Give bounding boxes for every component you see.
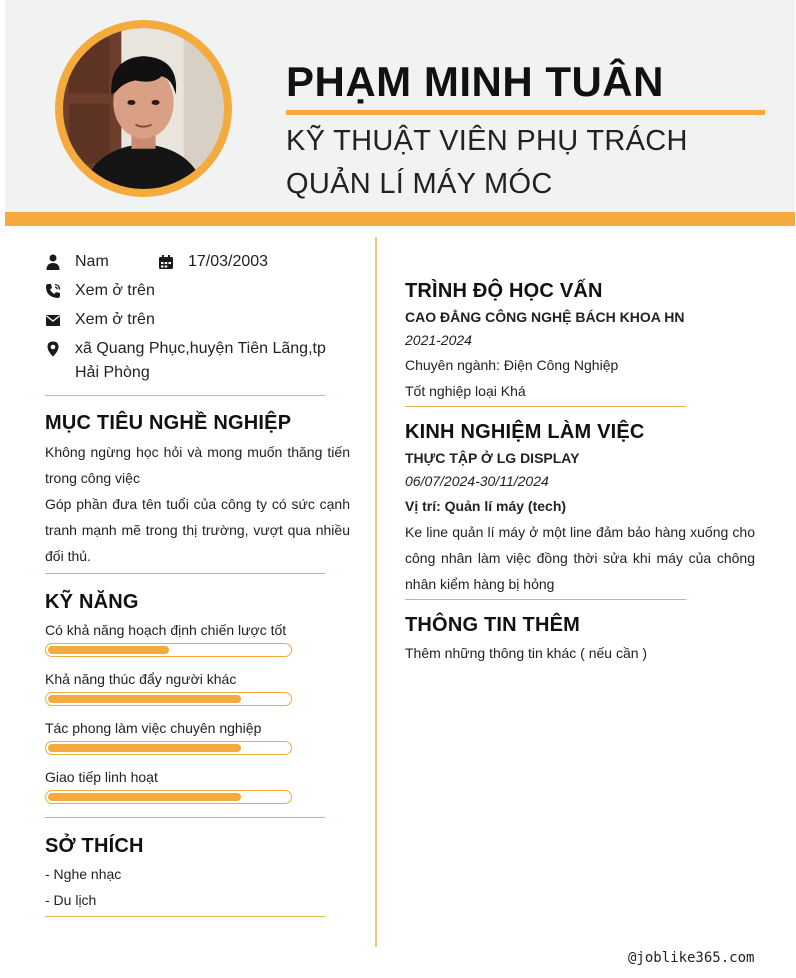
skill-progress-fill: [48, 793, 241, 801]
extra-info-text: Thêm những thông tin khác ( nếu cần ): [405, 645, 648, 661]
education-grade: Tốt nghiệp loại Khá: [405, 383, 526, 399]
gender-row: [45, 250, 109, 274]
person-icon: [45, 250, 75, 274]
hobby-item: - Du lịch: [45, 892, 97, 908]
skills-title: KỸ NĂNG: [45, 591, 139, 613]
calendar-icon: [158, 250, 188, 274]
education-title: TRÌNH ĐỘ HỌC VẤN: [405, 280, 603, 302]
gender-value: Nam: [75, 253, 109, 270]
phone-icon: [45, 279, 75, 303]
birthday-value: 17/03/2003: [188, 253, 269, 270]
divider: [405, 599, 686, 600]
email-row: [45, 308, 155, 332]
skill-progress-bar: [45, 741, 292, 755]
skill-progress-bar: [45, 790, 292, 804]
skill-label: Tác phong làm việc chuyên nghiệp: [45, 720, 262, 736]
objective-paragraph: Góp phần đưa tên tuổi của công ty có sức cạnh tranh mạnh mẽ trong thị trường, vượt qua nhiều đối thủ.: [45, 496, 350, 564]
objective-title: MỤC TIÊU NGHỀ NGHIỆP: [45, 412, 292, 434]
skill-label: Khả năng thúc đẩy người khác: [45, 671, 237, 687]
education-period: 2021-2024: [405, 332, 472, 348]
hobbies-title: SỞ THÍCH: [45, 835, 144, 857]
email-value: Xem ở trên: [75, 311, 155, 328]
profile-photo: [63, 28, 224, 189]
hobby-item: - Nghe nhạc: [45, 866, 122, 882]
watermark: @joblike365.com: [628, 950, 755, 966]
candidate-name: PHẠM MINH TUÂN: [286, 58, 664, 105]
birthday-row: [158, 250, 268, 274]
skill-label: Có khả năng hoạch định chiến lược tốt: [45, 622, 287, 638]
address-row: [45, 337, 351, 385]
experience-position: Vị trí: Quản lí máy (tech): [405, 498, 567, 514]
header-accent-bar: [5, 212, 795, 226]
phone-value: Xem ở trên: [75, 282, 155, 299]
divider: [45, 817, 325, 818]
name-underline: [286, 110, 765, 115]
objective-paragraph: Không ngừng học hỏi và mong muốn thăng tiến trong công việc: [45, 444, 350, 486]
job-title: KỸ THUẬT VIÊN PHỤ TRÁCH QUẢN LÍ MÁY MÓC: [286, 125, 688, 200]
divider: [45, 395, 325, 396]
experience-description: Ke line quản lí máy ở một line đảm bảo hàng xuống cho công nhân làm việc đồng thời sửa khi máy của chông nhân kiểm hàng bị hỏng: [405, 524, 755, 592]
school-name: CAO ĐẲNG CÔNG NGHỆ BÁCH KHOA HN: [405, 309, 685, 325]
education-major: Chuyên ngành: Điện Công Nghiệp: [405, 357, 619, 373]
skill-label: Giao tiếp linh hoạt: [45, 769, 158, 785]
column-divider: [375, 237, 377, 947]
envelope-icon: [45, 308, 75, 332]
experience-period: 06/07/2024-30/11/2024: [405, 473, 549, 489]
divider: [45, 573, 325, 574]
avatar: [55, 20, 232, 197]
experience-title: KINH NGHIỆM LÀM VIỆC: [405, 421, 645, 443]
map-pin-icon: [45, 337, 75, 361]
divider: [45, 916, 325, 917]
skill-progress-fill: [48, 695, 241, 703]
extra-info-title: THÔNG TIN THÊM: [405, 614, 581, 636]
phone-row: [45, 279, 155, 303]
company-name: THỰC TẬP Ở LG DISPLAY: [405, 450, 580, 466]
divider: [405, 406, 686, 407]
address-value: xã Quang Phục,huyện Tiên Lãng,tp Hải Phòng: [75, 340, 326, 381]
skill-progress-bar: [45, 643, 292, 657]
skill-progress-bar: [45, 692, 292, 706]
skill-progress-fill: [48, 646, 169, 654]
skill-progress-fill: [48, 744, 241, 752]
